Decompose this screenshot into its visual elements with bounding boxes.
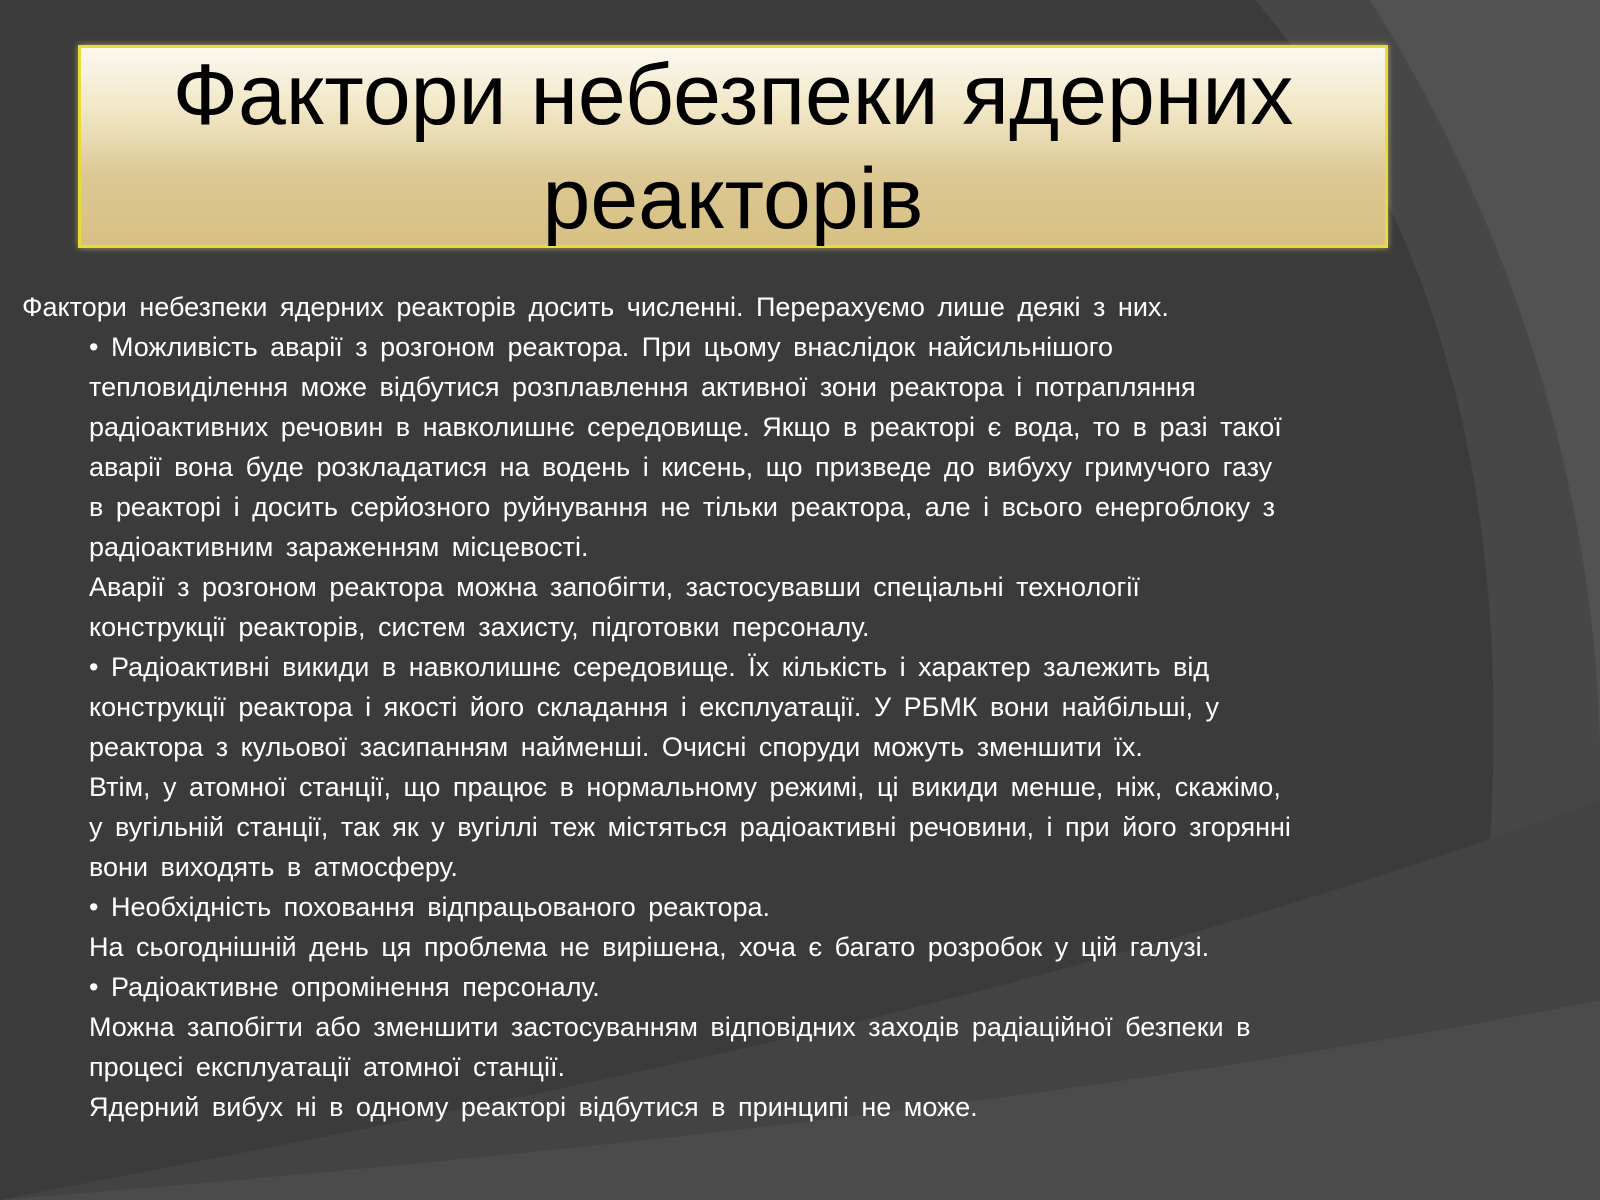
body-line: аварії вона буде розкладатися на водень і кисень, що призведе до вибуху гримучого газу xyxy=(89,452,1273,482)
body-line: реактора з кульової засипанням найменші. Очисні споруди можуть зменшити їх. xyxy=(89,732,1143,762)
slide-title: Фактори небезпеки ядерних реакторів xyxy=(172,46,1294,247)
body-line: Можна запобігти або зменшити застосуванням відповідних заходів радіаційної безпеки в xyxy=(89,1012,1251,1042)
body-line: процесі експлуатації атомної станції. xyxy=(89,1052,565,1082)
body-line: На сьогоднішній день ця проблема не вирішена, хоча є багато розробок у цій галузі. xyxy=(89,932,1210,962)
body-line: у вугільній станції, так як у вугіллі теж містяться радіоактивні речовини, і при його згорянні xyxy=(89,812,1291,842)
body-line: вони виходять в атмосферу. xyxy=(89,852,458,882)
body-line: тепловиділення може відбутися розплавлення активної зони реактора і потрапляння xyxy=(89,372,1196,402)
title-box xyxy=(78,45,1388,248)
body-line: конструкції реакторів, систем захисту, підготовки персоналу. xyxy=(89,612,870,642)
body-line: радіоактивним зараженням місцевості. xyxy=(89,532,589,562)
body-line: конструкції реактора і якості його складання і експлуатації. У РБМК вони найбільші, у xyxy=(89,692,1220,722)
body-line: в реакторі і досить серйозного руйнування не тільки реактора, але і всього енергоблоку з xyxy=(89,492,1276,522)
body-line: Ядерний вибух ні в одному реакторі відбутися в принципі не може. xyxy=(89,1092,978,1122)
body-line: радіоактивних речовин в навколишнє середовище. Якщо в реакторі є вода, то в разі такої xyxy=(89,412,1282,442)
intro-line: Фактори небезпеки ядерних реакторів досить численні. Перерахуємо лише деякі з них. xyxy=(22,292,1169,322)
body-line: Аварії з розгоном реактора можна запобігти, застосувавши спеціальні технології xyxy=(89,572,1140,602)
body-line: • Радіоактивні викиди в навколишнє середовище. Їх кількість і характер залежить від xyxy=(89,652,1210,682)
body-line: • Радіоактивне опромінення персоналу. xyxy=(89,972,600,1002)
body-line: • Необхідність поховання відпрацьованого реактора. xyxy=(89,892,771,922)
body-line: Втім, у атомної станції, що працює в нормальному режимі, ці викиди менше, ніж, скажімо, xyxy=(89,772,1281,802)
body-line: • Можливість аварії з розгоном реактора. При цьому внаслідок найсильнішого xyxy=(89,332,1114,362)
